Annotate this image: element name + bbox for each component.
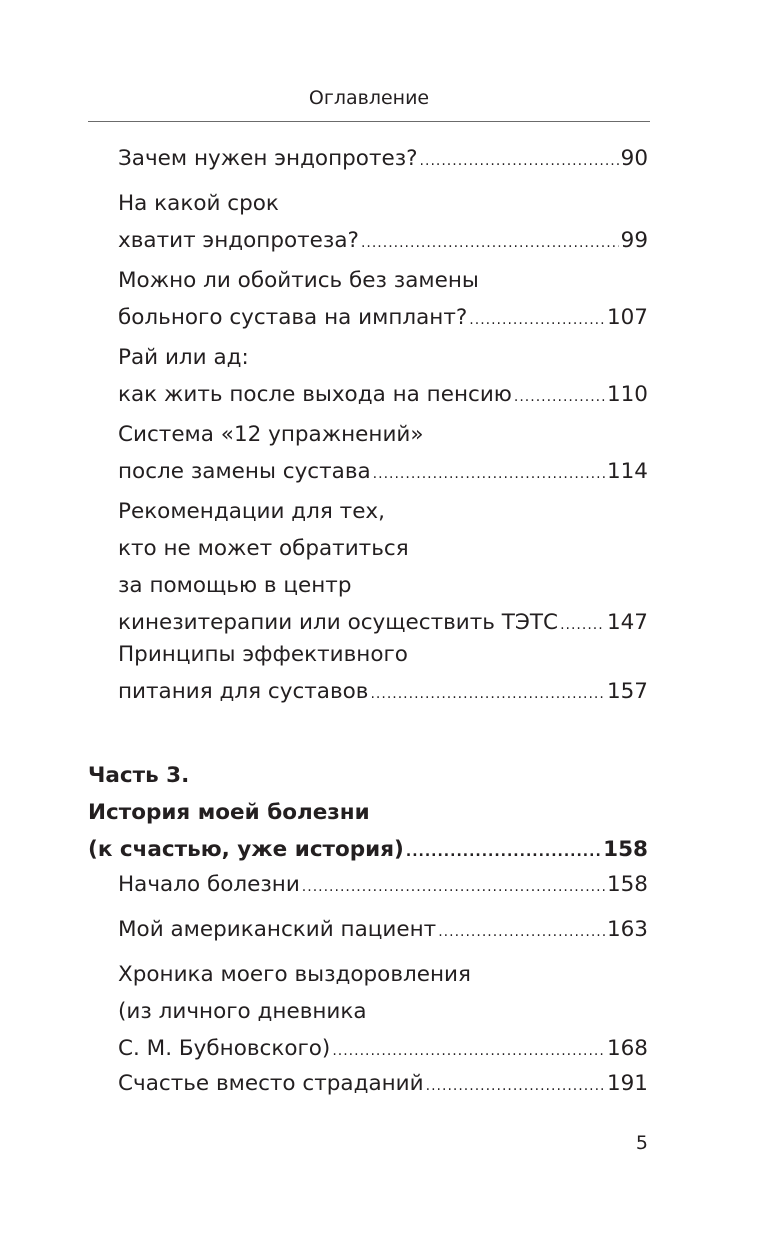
dot-leader	[361, 225, 619, 262]
toc-part-heading	[88, 757, 648, 868]
toc-page-number: 90	[620, 146, 648, 171]
toc-entry-title: Можно ли обойтись без замены	[118, 268, 479, 293]
toc-page-number: 157	[606, 679, 648, 704]
dot-leader	[420, 143, 619, 180]
toc-entry-title: хватит эндопротеза?	[118, 228, 359, 253]
dot-leader	[438, 914, 605, 951]
dot-leader	[373, 456, 605, 493]
toc-entry	[118, 636, 648, 710]
toc-page-number: 147	[606, 610, 648, 635]
dot-leader	[514, 379, 605, 416]
toc-entry-title: Счастье вместо страданий	[118, 1071, 424, 1096]
toc-entry-title: за помощью в центр	[118, 573, 352, 598]
toc-page-number: 158	[606, 872, 648, 897]
toc-entry-title: На какой срок	[118, 191, 279, 216]
toc-entry	[118, 956, 648, 1067]
toc-page-number: 191	[606, 1071, 648, 1096]
toc-entry	[118, 339, 648, 413]
toc-entry	[118, 493, 648, 641]
toc-page-number: 158	[603, 837, 648, 862]
toc-entry-title: питания для суставов	[118, 679, 369, 704]
toc-entry-title: Система «12 упражнений»	[118, 422, 424, 447]
toc-entry-title: Хроника моего выздоровления	[118, 962, 471, 987]
dot-leader	[426, 1068, 605, 1105]
toc-entry-title: (из личного дневника	[118, 999, 367, 1024]
toc-entry	[118, 1065, 648, 1102]
toc-entry-title: после замены сустава	[118, 459, 371, 484]
toc-page-number: 99	[620, 228, 648, 253]
toc-entry	[118, 140, 648, 177]
toc-part-title: (к счастью, уже история)	[88, 837, 404, 862]
toc-entry-title: Зачем нужен эндопротез?	[118, 146, 418, 171]
toc-page-number: 168	[606, 1036, 648, 1061]
header-rule	[88, 121, 650, 122]
dot-leader	[302, 869, 605, 906]
toc-part-title: История моей болезни	[88, 800, 370, 825]
toc-entry-title: как жить после выхода на пенсию	[118, 382, 512, 407]
page-number: 5	[635, 1132, 648, 1154]
toc-entry-title: С. М. Бубновского)	[118, 1036, 331, 1061]
toc-page-number: 110	[606, 382, 648, 407]
dot-leader	[370, 676, 604, 713]
toc-entry	[118, 416, 648, 490]
toc-part-title: Часть 3.	[88, 763, 190, 788]
toc-entry	[118, 866, 648, 903]
running-header: Оглавление	[308, 87, 430, 109]
toc-entry	[118, 262, 648, 336]
toc-entry-title: Рай или ад:	[118, 345, 249, 370]
toc-entry-title: Начало болезни	[118, 872, 300, 897]
toc-entry	[118, 185, 648, 259]
dot-leader	[469, 302, 605, 339]
toc-page-number: 107	[606, 305, 648, 330]
toc-entry-title: больного сустава на имплант?	[118, 305, 468, 330]
toc-entry-title: кто не может обратиться	[118, 536, 409, 561]
toc-entry-title: Мой американский пациент	[118, 917, 437, 942]
toc-entry-title: кинезитерапии или осуществить ТЭТС	[118, 610, 559, 635]
toc-entry-title: Рекомендации для тех,	[118, 499, 385, 524]
toc-page-number: 163	[606, 917, 648, 942]
toc-entry	[118, 911, 648, 948]
toc-entry-title: Принципы эффективного	[118, 642, 408, 667]
toc-page-number: 114	[606, 459, 648, 484]
